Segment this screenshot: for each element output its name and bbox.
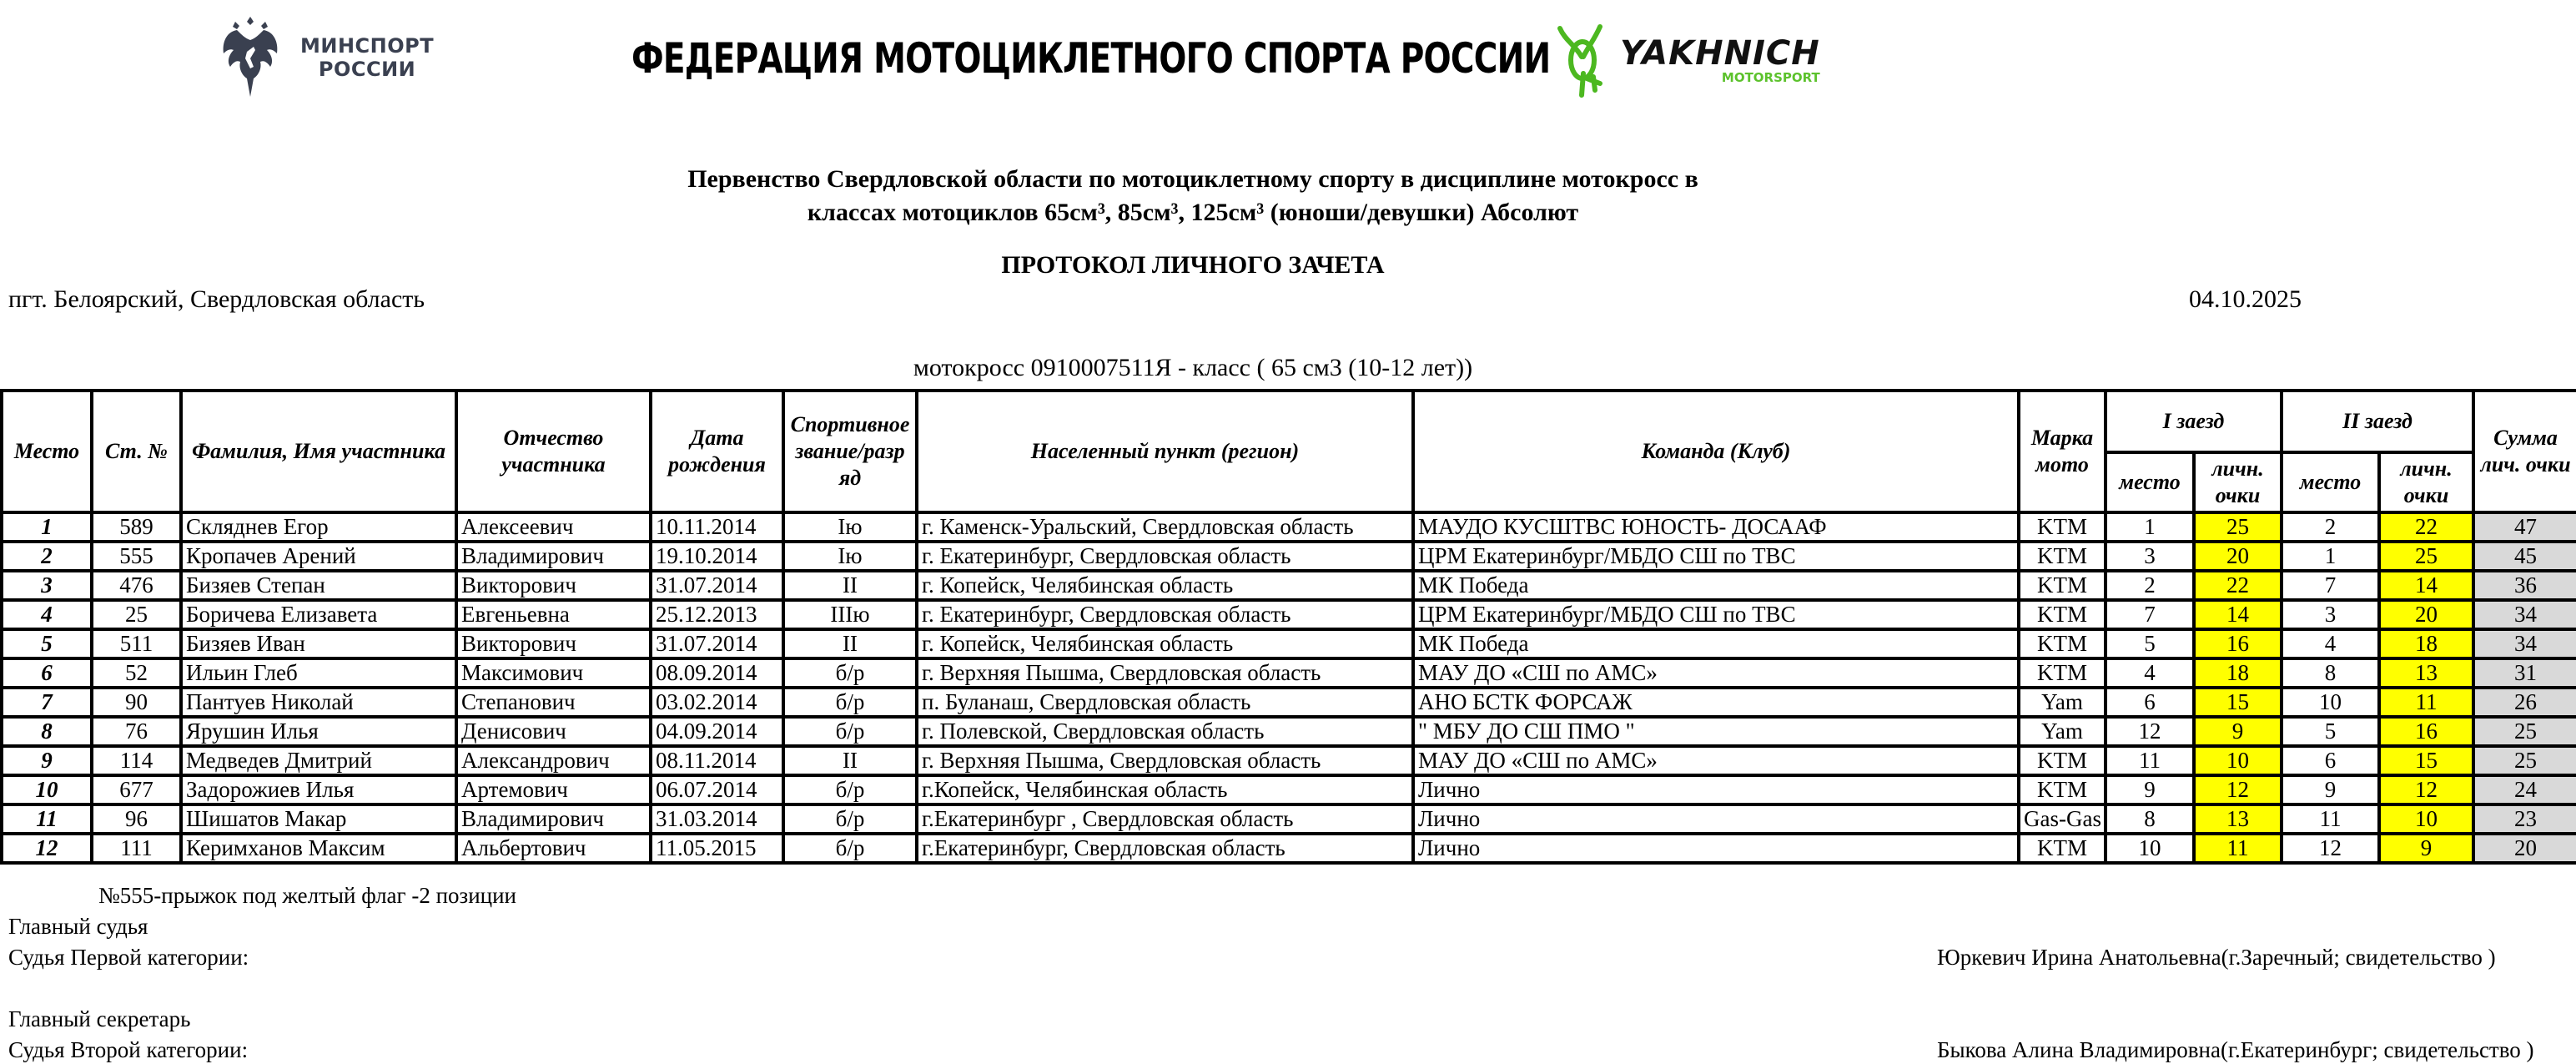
table-row: [2, 834, 2576, 863]
cell-rank: б/р: [783, 688, 917, 717]
cell-team: " МБУ ДО СШ ПМО ": [1413, 717, 2019, 746]
cell-race1-points: 15: [2194, 688, 2282, 717]
header-number: Ст. №: [92, 391, 181, 512]
cell-race1-place: 3: [2106, 542, 2194, 571]
cell-race2-points: 14: [2379, 571, 2473, 600]
cell-place: 11: [2, 804, 92, 834]
cell-race1-place: 8: [2106, 804, 2194, 834]
header-sum: Сумма лич. очки: [2473, 391, 2576, 512]
cell-birth-date: 08.09.2014: [651, 658, 783, 688]
cell-race2-place: 7: [2282, 571, 2379, 600]
header-team: Команда (Клуб): [1413, 391, 2019, 512]
cell-city: п. Буланаш, Свердловская область: [917, 688, 1413, 717]
chief-secretary-label: Главный секретарь: [8, 1006, 191, 1031]
cell-race1-place: 10: [2106, 834, 2194, 863]
event-date: 04.10.2025: [2189, 285, 2302, 313]
cell-race2-place: 3: [2282, 600, 2379, 629]
cell-number: 111: [92, 834, 181, 863]
cell-team: ЦРМ Екатеринбург/МБДО СШ по ТВС: [1413, 600, 2019, 629]
cell-race1-place: 6: [2106, 688, 2194, 717]
cell-race1-place: 12: [2106, 717, 2194, 746]
cell-team: МАУ ДО «СШ по АМС»: [1413, 658, 2019, 688]
cell-race2-points: 20: [2379, 600, 2473, 629]
cell-birth-date: 08.11.2014: [651, 746, 783, 775]
cell-team: АНО БСТК ФОРСАЖ: [1413, 688, 2019, 717]
cell-place: 1: [2, 512, 92, 542]
cell-race2-place: 10: [2282, 688, 2379, 717]
yakhnich-horns-icon: [1553, 23, 1612, 98]
cell-race2-points: 15: [2379, 746, 2473, 775]
yakhnich-logo: [1553, 23, 1854, 98]
cell-number: 511: [92, 629, 181, 658]
cell-race2-points: 9: [2379, 834, 2473, 863]
results-body: [2, 512, 2576, 863]
cell-team: МК Победа: [1413, 629, 2019, 658]
cell-birth-date: 31.07.2014: [651, 571, 783, 600]
cell-patronymic: Владимирович: [456, 804, 651, 834]
header-race1-points: личн. очки: [2194, 452, 2282, 512]
cell-city: г. Екатеринбург, Свердловская область: [917, 600, 1413, 629]
cell-name: Бизяев Иван: [181, 629, 456, 658]
cell-race1-place: 5: [2106, 629, 2194, 658]
header-race2: II заезд: [2282, 391, 2473, 452]
cell-city: г. Копейск, Челябинская область: [917, 629, 1413, 658]
cell-rank: б/р: [783, 717, 917, 746]
cell-place: 7: [2, 688, 92, 717]
cell-race1-place: 1: [2106, 512, 2194, 542]
results-table: [0, 389, 2576, 865]
cell-sum: 34: [2473, 600, 2576, 629]
cell-race2-points: 11: [2379, 688, 2473, 717]
cell-number: 96: [92, 804, 181, 834]
cell-race1-place: 9: [2106, 775, 2194, 804]
cell-place: 12: [2, 834, 92, 863]
cell-number: 90: [92, 688, 181, 717]
competition-title-line1: Первенство Свердловской области по мотоциклетному спорту в дисциплине мотокросс в: [687, 165, 1698, 193]
cell-place: 9: [2, 746, 92, 775]
cell-race1-points: 20: [2194, 542, 2282, 571]
cell-name: Бизяев Степан: [181, 571, 456, 600]
cell-birth-date: 11.05.2015: [651, 834, 783, 863]
cell-race1-points: 13: [2194, 804, 2282, 834]
competition-title-line2: классах мотоциклов 65см³, 85см³, 125см³ (юноши/девушки) Абсолют: [807, 199, 1579, 226]
cell-team: МАУ ДО «СШ по АМС»: [1413, 746, 2019, 775]
header-name: Фамилия, Имя участника: [181, 391, 456, 512]
cell-race2-points: 22: [2379, 512, 2473, 542]
double-headed-eagle-icon: [219, 13, 282, 102]
cell-rank: II: [783, 571, 917, 600]
cell-race1-place: 11: [2106, 746, 2194, 775]
header-place: Место: [2, 391, 92, 512]
cell-sum: 20: [2473, 834, 2576, 863]
cell-sum: 36: [2473, 571, 2576, 600]
cell-race1-place: 4: [2106, 658, 2194, 688]
cell-name: Ярушин Илья: [181, 717, 456, 746]
cell-patronymic: Денисович: [456, 717, 651, 746]
cell-city: г. Екатеринбург, Свердловская область: [917, 542, 1413, 571]
cell-sum: 45: [2473, 542, 2576, 571]
cell-birth-date: 03.02.2014: [651, 688, 783, 717]
cell-place: 2: [2, 542, 92, 571]
cell-city: г.Екатеринбург , Свердловская область: [917, 804, 1413, 834]
cell-birth-date: 04.09.2014: [651, 717, 783, 746]
header-race2-points: личн. очки: [2379, 452, 2473, 512]
cell-name: Задорожиев Илья: [181, 775, 456, 804]
mfr-logo: [615, 13, 1551, 103]
cell-name: Боричева Елизавета: [181, 600, 456, 629]
cell-race1-place: 2: [2106, 571, 2194, 600]
cell-number: 555: [92, 542, 181, 571]
cell-race2-points: 10: [2379, 804, 2473, 834]
cell-race2-place: 9: [2282, 775, 2379, 804]
cell-city: г.Екатеринбург, Свердловская область: [917, 834, 1413, 863]
cell-birth-date: 06.07.2014: [651, 775, 783, 804]
cell-team: МК Победа: [1413, 571, 2019, 600]
minsport-line1: МИНСПОРТ: [300, 34, 435, 58]
cell-rank: Iю: [783, 542, 917, 571]
cell-race1-points: 10: [2194, 746, 2282, 775]
cell-name: Медведев Дмитрий: [181, 746, 456, 775]
cell-city: г. Каменск-Уральский, Свердловская область: [917, 512, 1413, 542]
cell-number: 476: [92, 571, 181, 600]
table-row: [2, 658, 2576, 688]
cell-patronymic: Артемович: [456, 775, 651, 804]
cell-race1-points: 14: [2194, 600, 2282, 629]
cell-number: 589: [92, 512, 181, 542]
cell-team: МАУДО КУСШТВС ЮНОСТЬ- ДОСААФ: [1413, 512, 2019, 542]
cell-moto: KTM: [2019, 629, 2106, 658]
cell-moto: Gas-Gas: [2019, 804, 2106, 834]
cell-rank: б/р: [783, 804, 917, 834]
cell-sum: 25: [2473, 746, 2576, 775]
cell-sum: 31: [2473, 658, 2576, 688]
table-row: [2, 571, 2576, 600]
penalty-note: №555-прыжок под желтый флаг -2 позиции: [98, 883, 517, 908]
cell-number: 114: [92, 746, 181, 775]
header-rank: Спортивное звание/разр яд: [783, 391, 917, 512]
table-row: [2, 775, 2576, 804]
header-race1-place: место: [2106, 452, 2194, 512]
cell-race2-place: 5: [2282, 717, 2379, 746]
cell-race2-points: 25: [2379, 542, 2473, 571]
cell-race2-place: 8: [2282, 658, 2379, 688]
cell-race1-points: 18: [2194, 658, 2282, 688]
cell-place: 3: [2, 571, 92, 600]
cell-city: г. Верхняя Пышма, Свердловская область: [917, 658, 1413, 688]
cell-race1-points: 16: [2194, 629, 2282, 658]
cell-sum: 34: [2473, 629, 2576, 658]
cell-patronymic: Александрович: [456, 746, 651, 775]
table-row: [2, 804, 2576, 834]
cell-moto: KTM: [2019, 658, 2106, 688]
cell-patronymic: Альбертович: [456, 834, 651, 863]
cell-moto: KTM: [2019, 542, 2106, 571]
cell-rank: б/р: [783, 834, 917, 863]
cell-city: г. Копейск, Челябинская область: [917, 571, 1413, 600]
cell-race1-place: 7: [2106, 600, 2194, 629]
cell-race2-place: 11: [2282, 804, 2379, 834]
minsport-logo: [219, 12, 469, 103]
cell-rank: б/р: [783, 658, 917, 688]
cell-race2-place: 6: [2282, 746, 2379, 775]
cell-rank: IIIю: [783, 600, 917, 629]
cell-city: г. Верхняя Пышма, Свердловская область: [917, 746, 1413, 775]
cell-moto: KTM: [2019, 775, 2106, 804]
cell-number: 677: [92, 775, 181, 804]
yakhnich-name: YAKHNICH: [1620, 34, 1820, 73]
cell-patronymic: Евгеньевна: [456, 600, 651, 629]
cell-moto: Yam: [2019, 688, 2106, 717]
header-patronymic: Отчество участника: [456, 391, 651, 512]
cell-sum: 25: [2473, 717, 2576, 746]
cell-race2-place: 4: [2282, 629, 2379, 658]
cell-moto: KTM: [2019, 512, 2106, 542]
cell-sum: 26: [2473, 688, 2576, 717]
cell-race1-points: 25: [2194, 512, 2282, 542]
cell-patronymic: Максимович: [456, 658, 651, 688]
cell-birth-date: 25.12.2013: [651, 600, 783, 629]
cell-place: 5: [2, 629, 92, 658]
cell-birth-date: 31.07.2014: [651, 629, 783, 658]
cell-name: Кропачев Арений: [181, 542, 456, 571]
yakhnich-sub: MOTORSPORT: [1721, 70, 1820, 85]
cell-race1-points: 9: [2194, 717, 2282, 746]
cell-team: ЦРМ Екатеринбург/МБДО СШ по ТВС: [1413, 542, 2019, 571]
cell-city: г. Полевской, Свердловская область: [917, 717, 1413, 746]
table-row: [2, 512, 2576, 542]
chief-secretary-name: Быкова Алина Владимировна(г.Екатеринбург; свидетельство ): [1937, 1037, 2534, 1062]
table-row: [2, 629, 2576, 658]
cell-patronymic: Алексеевич: [456, 512, 651, 542]
cell-place: 10: [2, 775, 92, 804]
cell-race2-points: 13: [2379, 658, 2473, 688]
header-race2-place: место: [2282, 452, 2379, 512]
cell-patronymic: Викторович: [456, 629, 651, 658]
table-row: [2, 717, 2576, 746]
cell-race2-points: 12: [2379, 775, 2473, 804]
cell-patronymic: Владимирович: [456, 542, 651, 571]
cell-place: 8: [2, 717, 92, 746]
chief-judge-name: Юркевич Ирина Анатольевна(г.Заречный; свидетельство ): [1937, 945, 2496, 970]
event-location: пгт. Белоярский, Свердловская область: [8, 285, 425, 313]
chief-judge-label: Главный судья: [8, 914, 148, 939]
chief-secretary-category: Судья Второй категории:: [8, 1037, 249, 1062]
cell-patronymic: Степанович: [456, 688, 651, 717]
class-description: мотокросс 0910007511Я - класс ( 65 см3 (10-12 лет)): [913, 354, 1473, 381]
header-moto: Марка мото: [2019, 391, 2106, 512]
minsport-line2: РОССИИ: [318, 58, 416, 81]
cell-race1-points: 12: [2194, 775, 2282, 804]
cell-place: 4: [2, 600, 92, 629]
cell-race2-points: 18: [2379, 629, 2473, 658]
protocol-title: ПРОТОКОЛ ЛИЧНОГО ЗАЧЕТА: [1001, 251, 1385, 279]
cell-sum: 24: [2473, 775, 2576, 804]
cell-name: Шишатов Макар: [181, 804, 456, 834]
header-race1: I заезд: [2106, 391, 2282, 452]
chief-judge-category: Судья Первой категории:: [8, 945, 249, 970]
header-city: Населенный пункт (регион): [917, 391, 1413, 512]
cell-number: 25: [92, 600, 181, 629]
cell-moto: KTM: [2019, 834, 2106, 863]
cell-race2-place: 1: [2282, 542, 2379, 571]
cell-name: Пантуев Николай: [181, 688, 456, 717]
cell-birth-date: 10.11.2014: [651, 512, 783, 542]
table-row: [2, 542, 2576, 571]
cell-moto: Yam: [2019, 717, 2106, 746]
cell-rank: II: [783, 746, 917, 775]
cell-moto: KTM: [2019, 571, 2106, 600]
cell-rank: б/р: [783, 775, 917, 804]
cell-race2-place: 12: [2282, 834, 2379, 863]
cell-race2-points: 16: [2379, 717, 2473, 746]
mfr-federation-name: ФЕДЕРАЦИЯ МОТОЦИКЛЕТНОГО СПОРТА РОССИИ: [631, 34, 1551, 83]
cell-team: Лично: [1413, 775, 2019, 804]
table-row: [2, 746, 2576, 775]
table-row: [2, 600, 2576, 629]
cell-number: 76: [92, 717, 181, 746]
cell-patronymic: Викторович: [456, 571, 651, 600]
cell-moto: KTM: [2019, 746, 2106, 775]
cell-name: Скляднев Егор: [181, 512, 456, 542]
cell-birth-date: 31.03.2014: [651, 804, 783, 834]
cell-birth-date: 19.10.2014: [651, 542, 783, 571]
cell-race1-points: 22: [2194, 571, 2282, 600]
cell-team: Лично: [1413, 804, 2019, 834]
cell-place: 6: [2, 658, 92, 688]
cell-sum: 23: [2473, 804, 2576, 834]
cell-race2-place: 2: [2282, 512, 2379, 542]
cell-moto: KTM: [2019, 600, 2106, 629]
cell-name: Ильин Глеб: [181, 658, 456, 688]
cell-sum: 47: [2473, 512, 2576, 542]
table-row: [2, 688, 2576, 717]
cell-rank: II: [783, 629, 917, 658]
cell-team: Лично: [1413, 834, 2019, 863]
cell-city: г.Копейск, Челябинская область: [917, 775, 1413, 804]
cell-number: 52: [92, 658, 181, 688]
header-birth-date: Дата рождения: [651, 391, 783, 512]
cell-race1-points: 11: [2194, 834, 2282, 863]
cell-rank: Iю: [783, 512, 917, 542]
cell-name: Керимханов Максим: [181, 834, 456, 863]
